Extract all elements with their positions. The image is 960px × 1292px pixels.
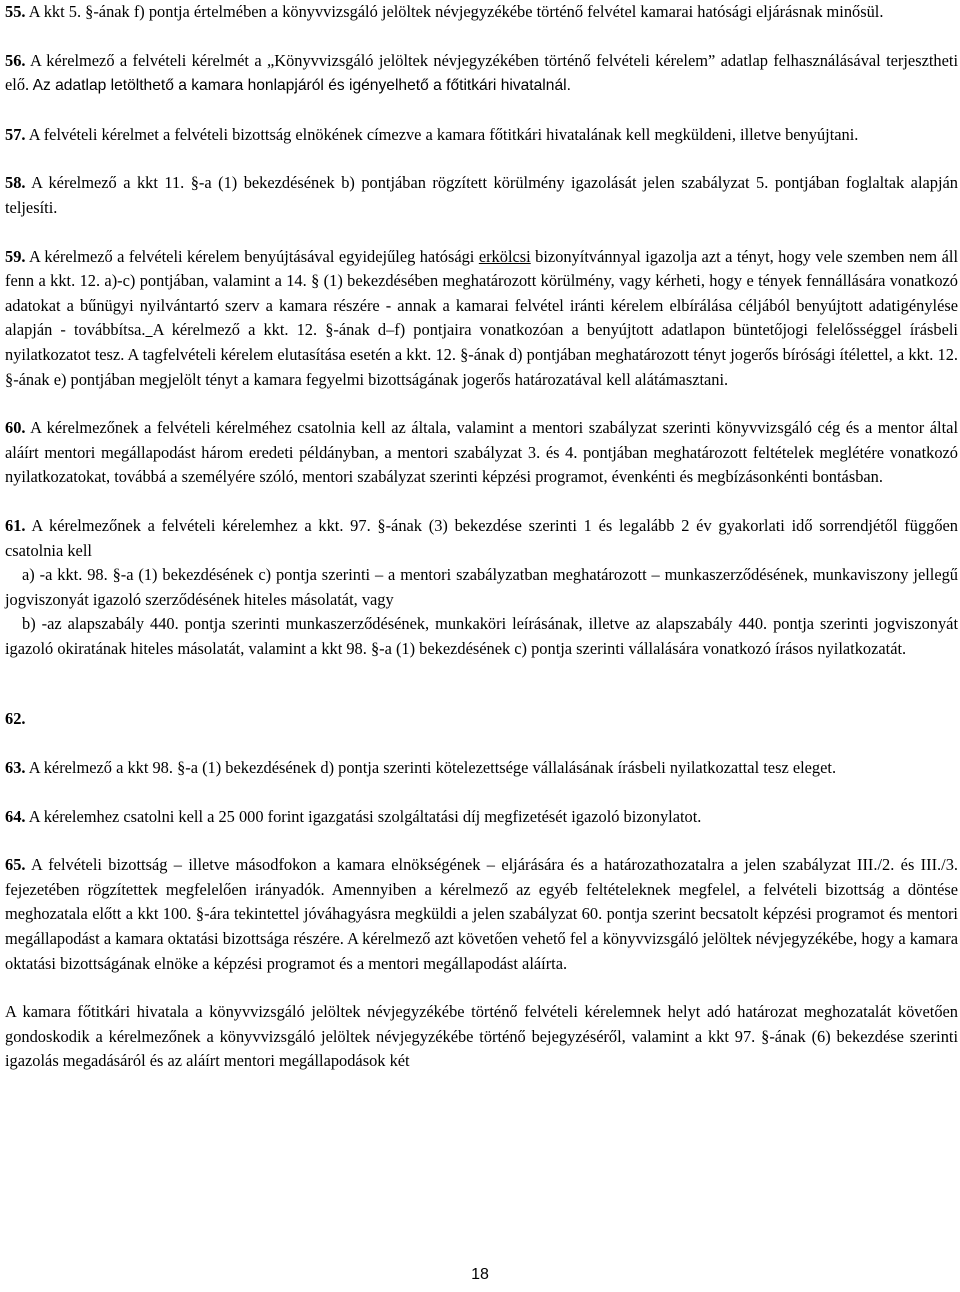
paragraph-text: A kérelmező a kkt 98. §-a (1) bekezdésének d) pontja szerinti kötelezettsége vállalásának írásbeli nyilatkozattal tesz eleget.	[25, 758, 837, 778]
paragraph-number: 62.	[5, 709, 26, 729]
paragraph-number: 57.	[5, 124, 26, 144]
paragraph-64	[5, 805, 958, 830]
paragraph-63	[5, 756, 958, 781]
paragraph-59	[5, 245, 958, 393]
paragraph-61-item-a	[5, 563, 958, 612]
paragraph-61-item-b	[5, 612, 958, 661]
paragraph-number: 55.	[5, 2, 26, 21]
paragraph-number: 58.	[5, 173, 26, 193]
paragraph-text: A kérelmezőnek a felvételi kérelméhez csatolnia kell az általa, valamint a mentori szabályzat szerinti könyvvizsgáló cég és a mentor által aláírt mentori megállapodást három eredeti példányban, a mentori szabályzat 3. és 4. pontjában meghatározott feltételek meglétére vonatkozó nyilatkozatokat, továbbá a személyére szóló, mentori szabályzat szerinti képzési programot, évenkénti és megbízásonkénti bontásban.	[5, 418, 958, 487]
paragraph-number: 60.	[5, 418, 26, 438]
paragraph-61	[5, 514, 958, 563]
underlined-space	[145, 320, 152, 339]
paragraph-number: 63.	[5, 758, 26, 778]
paragraph-57	[5, 123, 958, 148]
paragraph-text: A kérelmező a felvételi kérelem benyújtásával egyidejűleg hatósági	[25, 246, 479, 266]
paragraph-number: 65.	[5, 855, 26, 875]
paragraph-text: A kamara főtitkári hivatala a könyvvizsgáló jelöltek névjegyzékébe történő felvételi kérelemnek helyt adó határozat meghozatalát követően gondoskodik a kérelmezőnek a könyvvizsgáló jelöltek névjegyzékébe történő bejegyzéséről, valamint a kkt 97. §-ának (6) bekezdése szerinti igazolás megadásáról és az aláírt mentori megállapodások két	[5, 1002, 958, 1071]
underlined-word: erkölcsi	[478, 246, 531, 266]
paragraph-text: A kérelmező a felvételi kérelmét a „Könyvvizsgáló jelöltek névjegyzékében történő felvételi kérelem” adatlap felhasználásával terjesztheti elő.	[5, 50, 958, 95]
paragraph-number: 64.	[5, 806, 26, 826]
document-page	[5, 0, 958, 1074]
page-number: 18	[471, 1266, 489, 1283]
paragraph-text: A felvételi kérelmet a felvételi bizottság elnökének címezve a kamara főtitkári hivatalának kell megküldeni, illetve benyújtani.	[25, 124, 859, 144]
paragraph-55	[5, 0, 958, 25]
paragraph-text-sans: Az adatlap letölthető a kamara honlapjáról és igényelhető a főtitkári hivatalnál.	[29, 77, 571, 95]
list-item-text: a) -a kkt. 98. §-a (1) bekezdésének c) pontja szerinti – a mentori szabályzatban meghatározott – munkaszerződésének, munkaviszony jellegű jogviszonyát igazoló szerződésének hiteles másolatát, vagy	[5, 565, 958, 609]
paragraph-number: 59.	[5, 246, 26, 266]
paragraph-text: A kérelemhez csatolni kell a 25 000 forint igazgatási szolgáltatási díj megfizetését igazoló bizonylatot.	[25, 806, 702, 826]
paragraph-text: A kkt 5. §-ának f) pontja értelmében a könyvvizsgáló jelöltek névjegyzékébe történő felvétel kamarai hatósági eljárásnak minősül.	[25, 2, 884, 21]
paragraph-62	[5, 707, 958, 732]
paragraph-65	[5, 853, 958, 976]
paragraph-text: A kérelmező a kkt 11. §-a (1) bekezdésének b) pontjában rögzített körülmény igazolását jelen szabályzat 5. pontjában foglaltak alapján teljesíti.	[5, 173, 958, 217]
paragraph-number: 61.	[5, 515, 26, 535]
paragraph-text: A kérelmezőnek a felvételi kérelemhez a kkt. 97. §-ának (3) bekezdése szerinti 1 és legalább 2 év gyakorlati idő sorrendjétől függően csatolnia kell	[5, 515, 958, 560]
paragraph-58	[5, 171, 958, 220]
paragraph-text: bizonyítvánnyal igazolja azt a tényt, hogy vele szemben nem áll fenn a kkt. 12. a)-c) pontjában, valamint a 14. § (1) bekezdésében meghatározott körülmény, vagy kérheti, hogy e tények fennállására vonatkozó adatokat a bűnügyi nyilvántartó szerv a kamara részére - annak a kamarai felvétel iránti kérelem elbírálása céljából benyújtott adatigénylése alapján - továbbítsa.	[5, 246, 959, 340]
paragraph-final	[5, 1000, 958, 1074]
paragraph-text: A felvételi bizottság – illetve másodfokon a kamara elnökségének – eljárására és a határozathozatalra a jelen szabályzat III./2. és III./3. fejezetében rögzítettek megfelelően irányadók. Amennyiben a kérelmező az egyéb feltételeknek megfelel, a felvételi bizottság a döntése meghozatala előtt a kkt 100. §-ára tekintettel jóváhagyásra megküldi a jelen szabályzat 60. pontja szerint becsatolt képzési programot és mentori megállapodást a kamara oktatási bizottsága részére. A kérelmező azt követően vehető fel a könyvvizsgáló jelöltek névjegyzékébe, hogy a kamara oktatási bizottságának elnöke a képzési programot és a mentori megállapodást aláírta.	[5, 855, 958, 973]
paragraph-56	[5, 49, 958, 99]
paragraph-text: A kérelmező a kkt. 12. §-ának d–f) pontjaira vonatkozóan a benyújtott adatlapon büntetőjogi felelősséggel írásbeli nyilatkozatot tesz. A tagfelvételi kérelem elutasítása esetén a kkt. 12. §-ának d) pontjában meghatározott tényt jogerős bírósági ítélettel, a kkt. 12. §-ának e) pontjában megjelölt tényt a kamara fegyelmi bizottságának jogerős határozatával kell alátámasztani.	[5, 320, 958, 389]
list-item-text: b) -az alapszabály 440. pontja szerinti munkaszerződésének, munkaköri leírásának, illetve az alapszabály 440. pontja szerinti jogviszonyát igazoló okiratának hiteles másolatát, valamint a kkt 98. §-a (1) bekezdésének c) pontja szerinti vállalására vonatkozó írásos nyilatkozatát.	[5, 614, 958, 658]
paragraph-number: 56.	[5, 50, 26, 70]
paragraph-60	[5, 416, 958, 490]
